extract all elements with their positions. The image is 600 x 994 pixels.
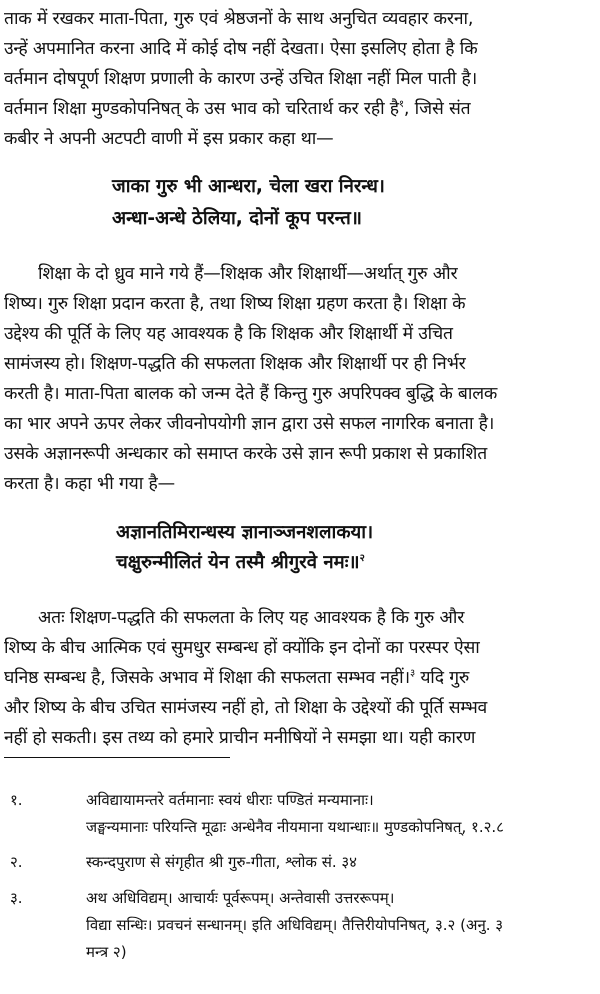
paragraph3-line3-end: यदि गुरु — [414, 668, 470, 688]
paragraph2-line6: का भार अपने ऊपर लेकर जीवनोपयोगी ज्ञान द्वारा उसे सफल नागरिक बनाता है। — [4, 414, 495, 434]
verse1-line2: अन्धा-अन्धे ठेलिया, दोनों कूप परन्त॥ — [112, 208, 362, 229]
verse2-line1: अज्ञानतिमिरान्धस्य ज्ञानाञ्जनशलाकया। — [116, 522, 374, 543]
footnote-ref-2: २ — [359, 552, 365, 564]
verse1-line1: जाका गुरु भी आन्धरा, चेला खरा निरन्ध। — [112, 176, 385, 197]
paragraph2-line7: उसके अज्ञानरूपी अन्धकार को समाप्त करके उसे ज्ञान रूपी प्रकाश से प्रकाशित — [4, 444, 488, 464]
verse2-line2 — [116, 548, 365, 578]
paragraph2-line5: करती है। माता-पिता बालक को जन्म देते हैं किन्तु गुरु अपरिपक्व बुद्धि के बालक — [4, 384, 498, 404]
footnote-2-line1: स्कन्दपुराण से संगृहीत श्री गुरु-गीता, श्लोक सं. ३४ — [86, 853, 357, 871]
footnote-3-line3: मन्त्र २) — [86, 943, 127, 961]
footnote-divider — [4, 757, 230, 758]
paragraph3-line1: अतः शिक्षण-पद्धति की सफलता के लिए यह आवश्यक है कि गुरु और — [38, 608, 465, 628]
footnote-3-line1: अथ अधिविद्यम्। आचार्यः पूर्वरूपम्। अन्तेवासी उत्तररूपम्। — [86, 889, 395, 907]
footnote-3-line2: विद्या सन्धिः। प्रवचनं सन्धानम्। इति अधिविद्यम्। तैत्तिरीयोपनिषत्, ३.२ (अनु. ३ — [86, 916, 504, 934]
paragraph3-line3-text: घनिष्ठ सम्बन्ध है, जिसके अभाव में शिक्षा की सफलता सम्भव नहीं। — [4, 668, 410, 688]
footnote-ref-1: १ — [398, 99, 404, 111]
paragraph1-line1: ताक में रखकर माता-पिता, गुरु एवं श्रेष्ठजनों के साथ अनुचित व्यवहार करना, — [4, 9, 474, 29]
paragraph1-line3: वर्तमान दोषपूर्ण शिक्षण प्रणाली के कारण उन्हें उचित शिक्षा नहीं मिल पाती है। — [4, 69, 478, 89]
paragraph2-line4: सामंजस्य हो। शिक्षण-पद्धति की सफलता शिक्षक और शिक्षार्थी पर ही निर्भर — [4, 354, 466, 374]
paragraph1-line2: उन्हें अपमानित करना आदि में कोई दोष नहीं देखता। ऐसा इसलिए होता है कि — [4, 39, 478, 59]
paragraph2-line1: शिक्षा के दो ध्रुव माने गये हैं—शिक्षक और शिक्षार्थी—अर्थात् गुरु और — [38, 264, 458, 284]
paragraph3-line4: और शिष्य के बीच उचित सामंजस्य नहीं हो, तो शिक्षा के उद्देश्यों की पूर्ति सम्भव — [4, 698, 488, 718]
verse2-line2-text: चक्षुरुन्मीलितं येन तस्मै श्रीगुरवे नमः॥ — [116, 552, 360, 573]
footnote-1-line1: अविद्यायामन्तरे वर्तमानाः स्वयं धीराः पण्डितं मन्यमानाः। — [86, 791, 374, 809]
paragraph1-line4 — [4, 94, 594, 124]
paragraph3-line3 — [4, 663, 594, 693]
paragraph1-line4-text: वर्तमान शिक्षा मुण्डकोपनिषत् के उस भाव को चरितार्थ कर रही है — [4, 99, 399, 119]
paragraph2-line3: उद्देश्य की पूर्ति के लिए यह आवश्यक है कि शिक्षक और शिक्षार्थी में उचित — [4, 324, 453, 344]
footnote-ref-3: ३ — [409, 668, 415, 680]
paragraph3-line2: शिष्य के बीच आत्मिक एवं सुमधुर सम्बन्ध हों क्योंकि इन दोनों का परस्पर ऐसा — [4, 638, 480, 658]
paragraph2-line8: करता है। कहा भी गया है— — [4, 474, 175, 494]
paragraph1-line5: कबीर ने अपनी अटपटी वाणी में इस प्रकार कहा था— — [4, 129, 334, 149]
paragraph1-line4-end: , जिसे संत — [403, 99, 471, 119]
paragraph2-line2: शिष्य। गुरु शिक्षा प्रदान करता है, तथा शिष्य शिक्षा ग्रहण करता है। शिक्षा के — [4, 294, 466, 314]
paragraph3-line5: नहीं हो सकती। इस तथ्य को हमारे प्राचीन मनीषियों ने समझा था। यही कारण — [4, 728, 476, 748]
footnote-1-number: १. — [10, 791, 23, 809]
footnote-2-number: २. — [10, 853, 23, 871]
footnote-3-number: ३. — [10, 889, 23, 907]
footnote-1-line2: जङ्घन्यमानाः परियन्ति मूढाः अन्धेनैव नीयमाना यथान्धाः॥ मुण्डकोपनिषत्, १.२.८ — [86, 818, 504, 836]
